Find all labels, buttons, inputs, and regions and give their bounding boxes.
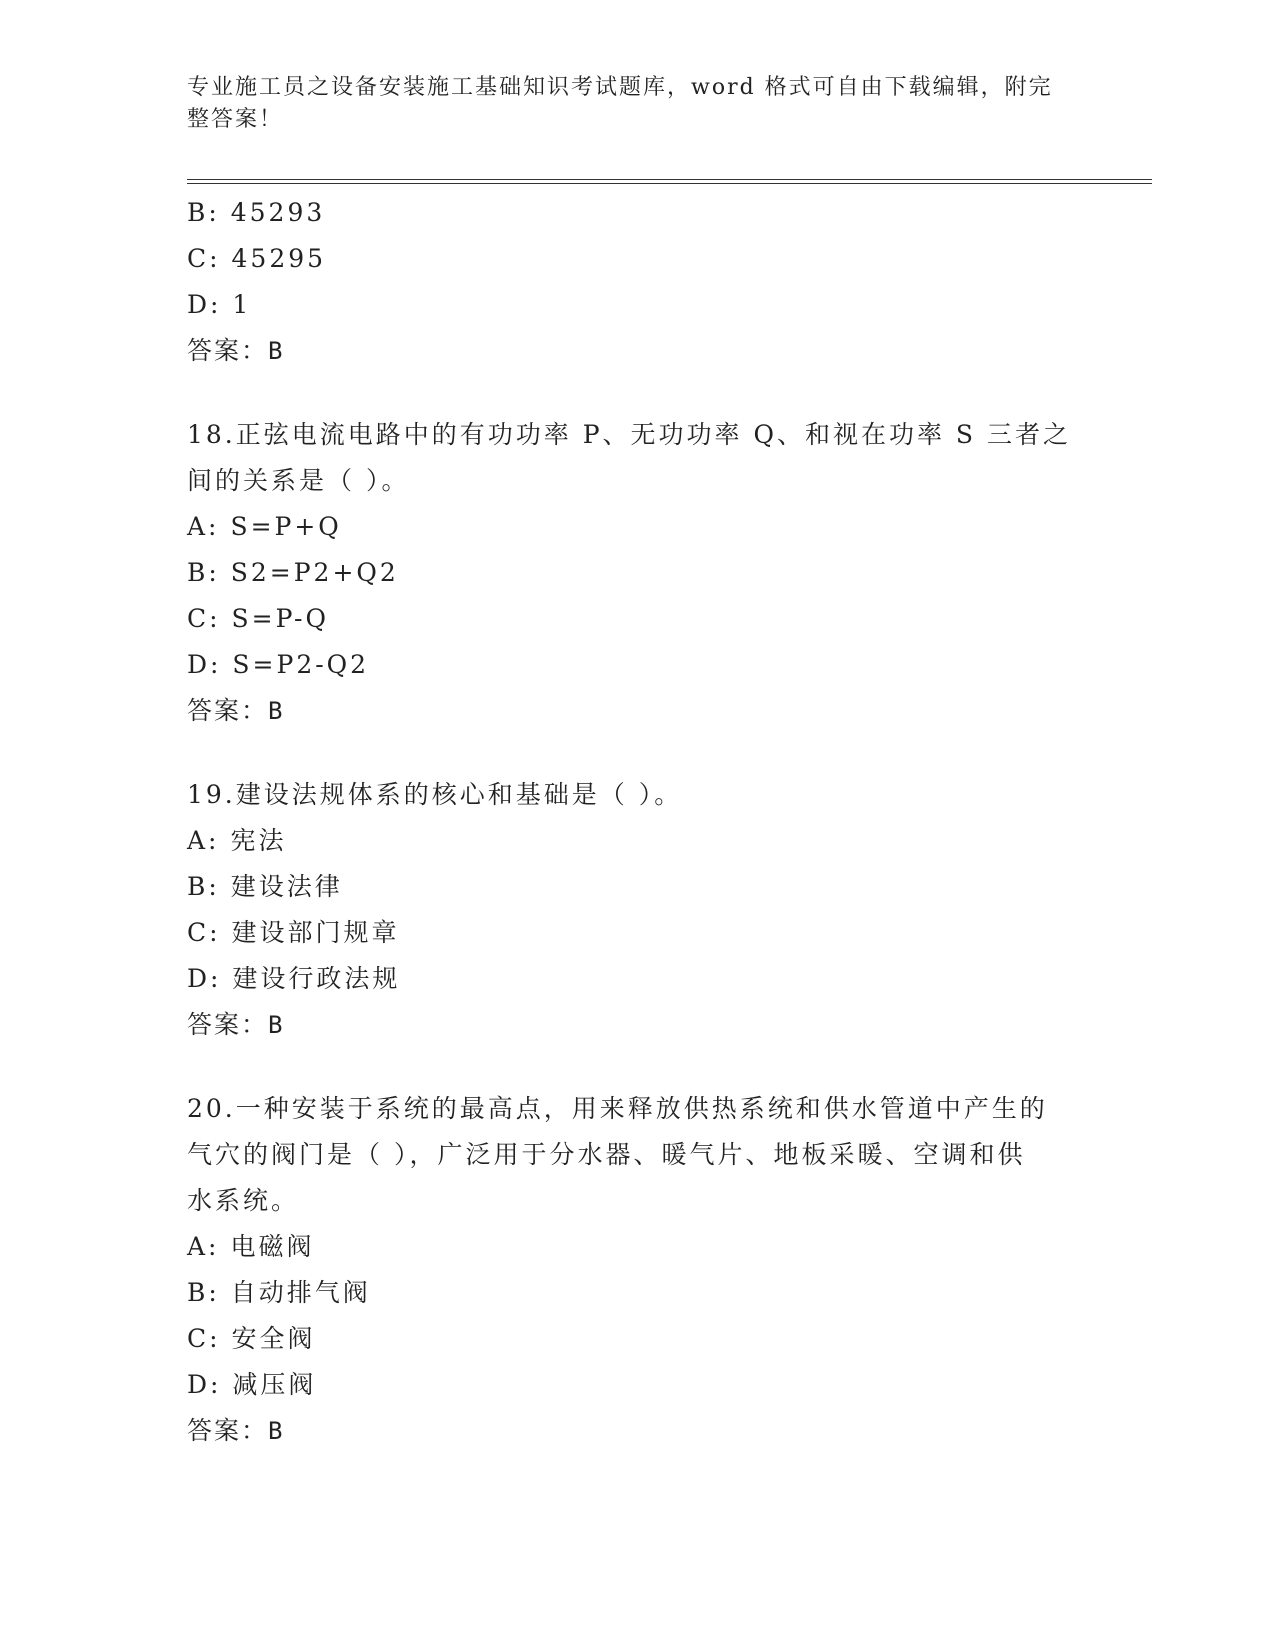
option-b: [187, 1270, 1087, 1316]
option-label: D:: [187, 964, 222, 993]
option-c: [187, 236, 1087, 282]
question-18: [187, 412, 1087, 734]
answer-label: 答案：: [187, 336, 269, 365]
option-d: [187, 282, 1087, 328]
header-line-1: 专业施工员之设备安装施工基础知识考试题库，word 格式可自由下载编辑，附完: [187, 75, 1053, 100]
option-label: C:: [187, 604, 221, 633]
question-20: [187, 1086, 1087, 1454]
option-b: [187, 864, 1087, 910]
document-header: [187, 72, 1067, 136]
prev-question: [187, 190, 1087, 374]
header-divider-top: [187, 179, 1152, 180]
question-19: [187, 772, 1087, 1048]
option-label: D:: [187, 1370, 222, 1399]
answer-value: B: [268, 1011, 285, 1039]
option-label: A:: [187, 1232, 220, 1261]
option-d: [187, 642, 1087, 688]
option-text: 安全阀: [231, 1324, 316, 1353]
option-a: [187, 818, 1087, 864]
option-a: [187, 1224, 1087, 1270]
option-text: 建设部门规章: [231, 918, 400, 947]
option-b: [187, 190, 1087, 236]
question-text-line-2: 气穴的阀门是（ ），广泛用于分水器、暖气片、地板采暖、空调和供: [187, 1140, 1026, 1169]
header-divider-bottom: [187, 183, 1152, 184]
option-c: [187, 910, 1087, 956]
option-text: 自动排气阀: [230, 1278, 371, 1307]
option-text: 建设行政法规: [232, 964, 401, 993]
option-d: [187, 956, 1087, 1002]
option-b: [187, 550, 1087, 596]
question-text-line-1: 18.正弦电流电路中的有功功率 P、无功功率 Q、和视在功率 S 三者之: [187, 420, 1071, 449]
question-text-line-1: 19.建设法规体系的核心和基础是（ ）。: [187, 780, 683, 809]
option-label: B:: [187, 1278, 220, 1307]
option-label: D:: [187, 650, 222, 679]
option-text: 45295: [231, 244, 327, 273]
answer-value: B: [268, 697, 285, 725]
option-text: 宪法: [230, 826, 287, 855]
answer-label: 答案：: [187, 1416, 269, 1445]
question-text: [187, 772, 1077, 818]
question-text-line-2: 间的关系是（ ）。: [187, 466, 410, 495]
option-c: [187, 1316, 1087, 1362]
option-text: 减压阀: [232, 1370, 317, 1399]
option-label: A:: [187, 512, 220, 541]
option-label: C:: [187, 1324, 221, 1353]
option-label: A:: [187, 826, 220, 855]
option-text: S=P-Q: [231, 604, 329, 633]
question-text: [187, 1086, 1077, 1224]
option-label: C:: [187, 244, 221, 273]
question-text: [187, 412, 1077, 504]
option-d: [187, 1362, 1087, 1408]
option-text: 1: [232, 290, 252, 319]
option-text: 45293: [230, 198, 326, 227]
answer-label: 答案：: [187, 1010, 269, 1039]
option-a: [187, 504, 1087, 550]
option-text: S=P+Q: [230, 512, 342, 541]
answer-value: B: [268, 1417, 285, 1445]
option-text: S2=P2+Q2: [230, 558, 399, 587]
option-text: S=P2-Q2: [232, 650, 370, 679]
question-text-line-1: 20.一种安装于系统的最高点，用来释放供热系统和供水管道中产生的: [187, 1094, 1048, 1123]
answer-value: B: [268, 337, 285, 365]
answer-label: 答案：: [187, 696, 269, 725]
document-body: [187, 190, 1087, 1454]
option-label: B:: [187, 198, 220, 227]
option-label: C:: [187, 918, 221, 947]
answer-line: [187, 328, 1087, 374]
question-text-line-3: 水系统。: [187, 1186, 300, 1215]
answer-line: [187, 1408, 1087, 1454]
option-label: B:: [187, 558, 220, 587]
option-label: B:: [187, 872, 220, 901]
option-text: 电磁阀: [230, 1232, 315, 1261]
answer-line: [187, 688, 1087, 734]
option-label: D:: [187, 290, 222, 319]
option-c: [187, 596, 1087, 642]
header-line-2: 整答案！: [187, 107, 284, 132]
option-text: 建设法律: [230, 872, 343, 901]
answer-line: [187, 1002, 1087, 1048]
